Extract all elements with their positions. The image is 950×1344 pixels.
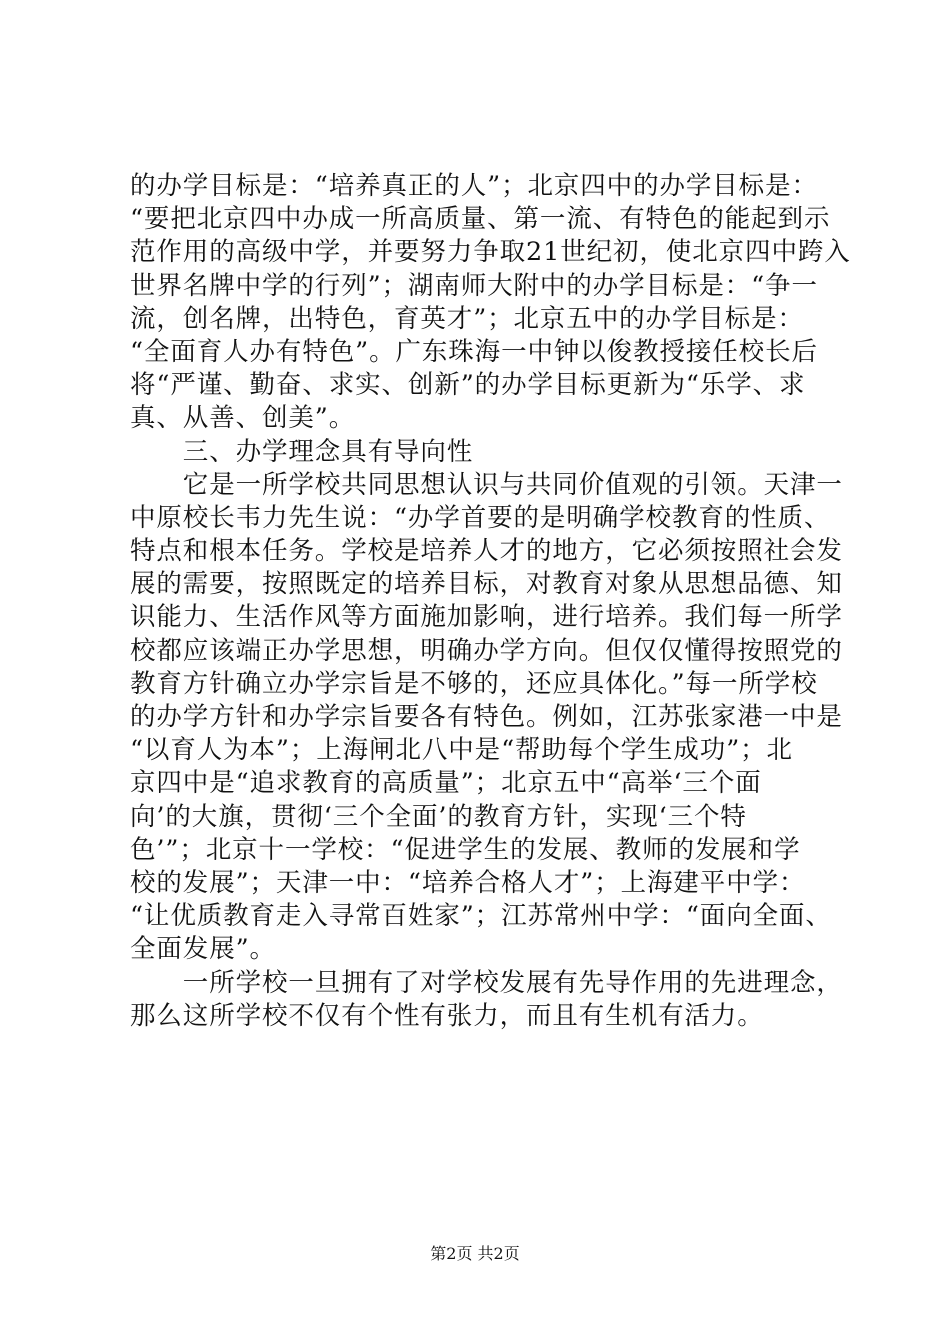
text-line: 范作用的高级中学，并要努力争取21世纪初，使北京四中跨入	[130, 237, 851, 268]
text-line: 色’”；北京十一学校：“促进学生的发展、教师的发展和学	[130, 834, 801, 865]
text-line: 向’的大旗，贯彻‘三个全面’的教育方针，实现‘三个特	[130, 801, 747, 832]
text-line: 将“严谨、勤奋、求实、创新”的办学目标更新为“乐学、求	[130, 370, 806, 401]
text-line: 教育方针确立办学宗旨是不够的，还应具体化。”每一所学校	[130, 668, 818, 699]
text-line: 校的发展”；天津一中：“培养合格人才”；上海建平中学：	[130, 867, 806, 898]
text-line: 真、从善、创美”。	[130, 403, 356, 434]
text-line: “以育人为本”；上海闸北八中是“帮助每个学生成功”；北	[130, 735, 793, 766]
page-number-footer: 第2页 共2页	[430, 1244, 520, 1263]
document-body	[130, 170, 850, 1033]
text-line: 那么这所学校不仅有个性有张力，而且有生机有活力。	[130, 1000, 764, 1031]
text-line: “全面育人办有特色”。广东珠海一中钟以俊教授接任校长后	[130, 336, 818, 367]
section-heading: 三、办学理念具有导向性	[130, 436, 474, 467]
text-line: 中原校长韦力先生说：“办学首要的是明确学校教育的性质、	[130, 502, 831, 533]
text-line: 识能力、生活作风等方面施加影响，进行培养。我们每一所学	[130, 602, 843, 633]
text-line: 特点和根本任务。学校是培养人才的地方，它必须按照社会发	[130, 536, 843, 567]
text-line: “要把北京四中办成一所高质量、第一流、有特色的能起到示	[130, 204, 831, 235]
text-line: 校都应该端正办学思想，明确办学方向。但仅仅懂得按照党的	[130, 635, 843, 666]
text-line: “让优质教育走入寻常百姓家”；江苏常州中学：“面向全面、	[130, 901, 832, 932]
text-line: 的办学目标是：“培养真正的人”；北京四中的办学目标是：	[130, 171, 818, 201]
text-line: 展的需要，按照既定的培养目标，对教育对象从思想品德、知	[130, 569, 843, 600]
text-line: 世界名牌中学的行列”；湖南师大附中的办学目标是：“争一	[130, 270, 818, 301]
text-line: 一所学校一旦拥有了对学校发展有先导作用的先进理念，	[130, 967, 843, 998]
text-line: 的办学方针和办学宗旨要各有特色。例如，江苏张家港一中是	[130, 702, 843, 732]
text-line: 京四中是“追求教育的高质量”；北京五中“高举‘三个面	[130, 768, 762, 799]
text-line: 它是一所学校共同思想认识与共同价值观的引领。天津一	[130, 469, 843, 500]
text-line: 全面发展”。	[130, 934, 276, 965]
text-line: 流，创名牌，出特色，育英才”；北京五中的办学目标是：	[130, 303, 804, 334]
